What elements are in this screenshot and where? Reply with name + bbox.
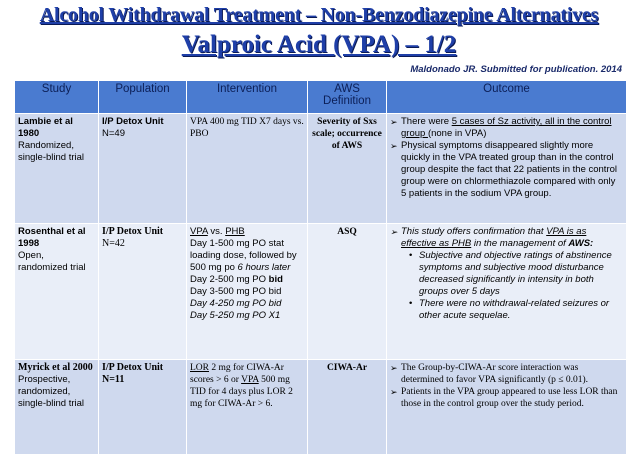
population-cell	[99, 114, 187, 224]
intervention-drugs: VPA vs. PHB	[190, 226, 245, 237]
study-cell	[15, 114, 99, 224]
outcome-cell	[387, 224, 627, 360]
population-cell	[99, 360, 187, 455]
population-setting: I/P Detox Unit	[102, 362, 164, 373]
table-row	[15, 224, 627, 360]
aws-cell	[308, 224, 387, 360]
intervention-day5: Day 5-250 mg PO X1	[190, 310, 281, 321]
header-aws-definition: AWS Definition	[308, 81, 387, 114]
header-population: Population	[99, 81, 187, 114]
aws-cell	[308, 114, 387, 224]
population-n: N=11	[102, 374, 125, 385]
intervention-day4: Day 4-250 mg PO bid	[190, 298, 282, 309]
population-cell	[99, 224, 187, 360]
outcome-bullet: ➢ Patients in the VPA group appeared to use less LOR than those in the control group over the study period.	[390, 386, 623, 410]
aws-definition: ASQ	[337, 227, 357, 237]
outcome-bullet: ➢ Physical symptoms disappeared slightly more quickly in the VPA treated group than in the control group despite the fact that 22 patients in the control group were on chlormethiazole compared with only 5 patients in the sodium VPA group.	[390, 140, 623, 200]
outcome-bullet: ➢ There were 5 cases of Sz activity, all in the control group (none in VPA)	[390, 116, 623, 140]
header-outcome: Outcome	[387, 81, 627, 114]
intervention-cell	[187, 114, 308, 224]
study-cell	[15, 224, 99, 360]
population-n: N=49	[102, 128, 125, 139]
study-design: Randomized, single-blind trial	[18, 140, 85, 163]
population-setting: I/P Detox Unit	[102, 116, 164, 127]
population-n: N=42	[102, 238, 125, 249]
slide-title: Alcohol Withdrawal Treatment – Non-Benzodiazepine Alternatives	[39, 4, 599, 26]
population-setting: I/P Detox Unit	[102, 226, 164, 237]
study-design: Open, randomized trial	[18, 250, 86, 273]
outcome-cell	[387, 114, 627, 224]
aws-definition: CIWA-Ar	[326, 363, 368, 373]
study-design: Prospective, randomized, single-blind trial	[18, 374, 85, 409]
table-header-row	[15, 81, 627, 114]
study-cell	[15, 360, 99, 455]
intervention-cell	[187, 224, 308, 360]
outcome-bullet: ➢ This study offers confirmation that VPA is as effective as PHB in the management of AWS: • Subjective and objective ratings of abstinence symptoms and subjective mood disturbance decreased significantly in intensity in both groups over 5 days • There were no withdrawal-related seizures or other acute sequelae.	[390, 226, 623, 322]
study-name: Lambie et al 1980	[18, 116, 73, 139]
study-name: Rosenthal et al 1998	[18, 226, 86, 249]
header-study: Study	[15, 81, 99, 114]
intervention-day1: Day 1-500 mg PO stat loading dose, followed by 500 mg po 6 hours later	[190, 238, 297, 273]
study-name: Myrick et al 2000	[18, 362, 93, 373]
aws-cell	[308, 360, 387, 455]
slide-subtitle: Valproic Acid (VPA) – 1/2	[181, 31, 457, 58]
outcome-cell	[387, 360, 627, 455]
outcome-bullet: ➢ The Group-by-CIWA-Ar score interaction was determined to favor VPA significantly (p ≤ 0.01).	[390, 362, 623, 386]
aws-definition: Severity of Sxs scale; occurrence of AWS	[312, 117, 382, 151]
intervention-text: VPA 400 mg TID X7 days vs. PBO	[190, 117, 304, 139]
intervention-day3: Day 3-500 mg PO bid	[190, 286, 282, 297]
outcome-sub-bullet: • There were no withdrawal-related seizures or other acute sequelae.	[409, 298, 623, 322]
studies-table	[14, 80, 627, 455]
citation: Maldonado JR. Submitted for publication. 2014	[410, 64, 622, 75]
table-row	[15, 114, 627, 224]
table-row	[15, 360, 627, 455]
intervention-day2: Day 2-500 mg PO bid	[190, 274, 283, 285]
header-intervention: Intervention	[187, 81, 308, 114]
intervention-cell: LOR 2 mg for CIWA-Ar scores > 6 or VPA 500 mg TID for 4 days plus LOR 2 mg for CIWA-Ar > 6.	[187, 360, 308, 455]
outcome-sub-bullet: • Subjective and objective ratings of abstinence symptoms and subjective mood disturbance decreased significantly in intensity in both groups over 5 days	[409, 250, 623, 298]
